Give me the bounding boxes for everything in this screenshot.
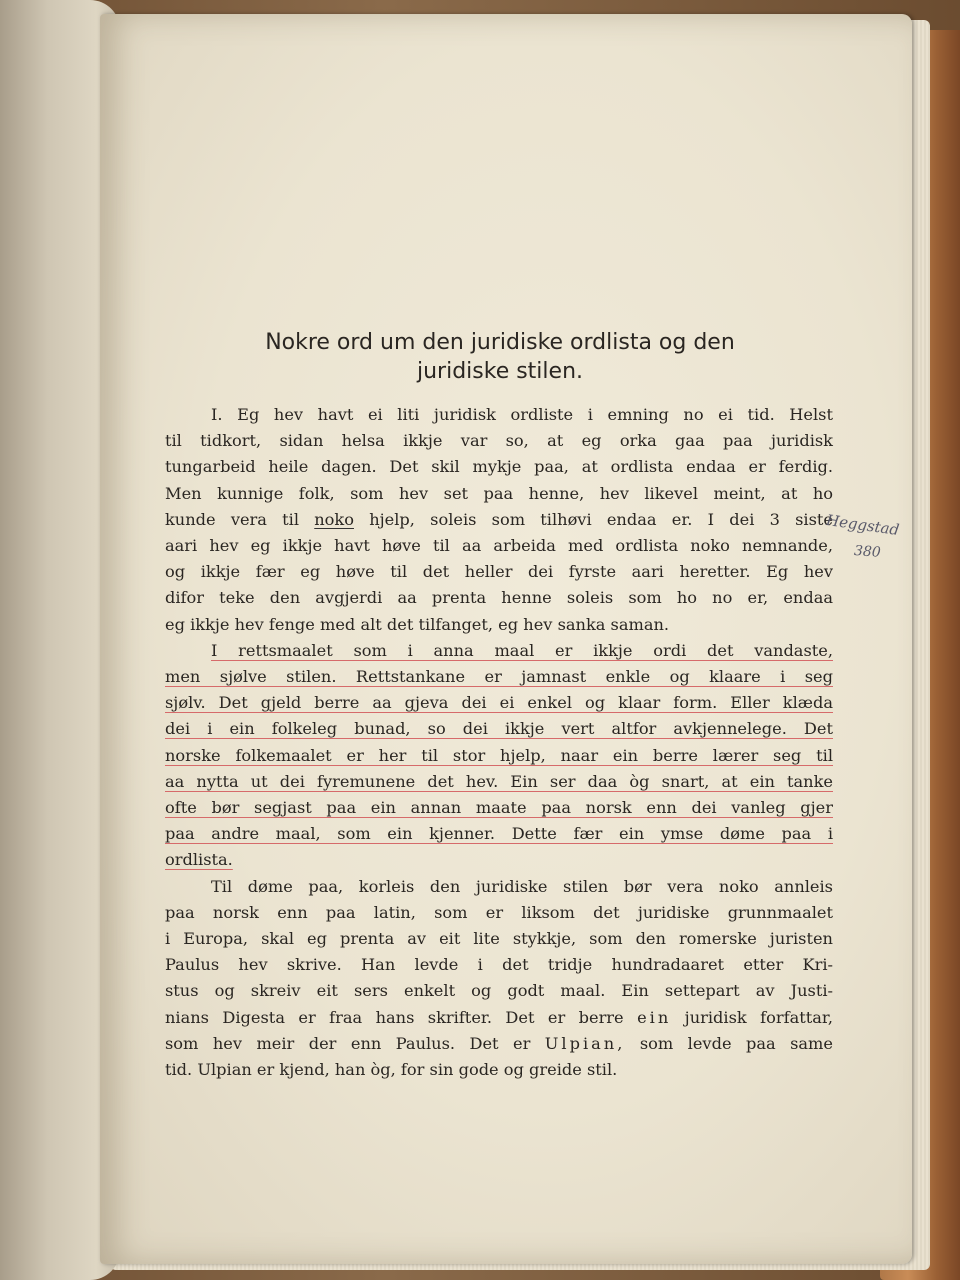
text-line: eg ikkje hev fenge med alt det tilfanget, eg hev sanka saman.: [165, 614, 670, 634]
text-line: [165, 507, 833, 533]
text-line: ordlista.: [165, 850, 233, 870]
document-title: [160, 328, 840, 386]
paragraph-1: [165, 402, 833, 638]
text-segment: kunde vera til: [165, 509, 300, 529]
text-line: til tidkort, sidan helsa ikkje var so, at eg orka gaa paa juridisk: [165, 431, 833, 451]
text-line: og ikkje fær eg høve til det heller dei fyrste aari heretter. Eg hev: [165, 562, 833, 582]
text-line: i Europa, skal eg prenta av eit lite stykkje, som den romerske juristen: [165, 929, 833, 949]
spaced-word: Ulpian,: [544, 1033, 626, 1053]
text-line: aari hev eg ikkje havt høve til aa arbeida med ordlista noko nemnande,: [165, 536, 833, 556]
text-line: [165, 1031, 833, 1057]
text-line: Men kunnige folk, som hev set paa henne, hev likevel meint, at ho: [165, 483, 833, 503]
text-segment: som hev meir der enn Paulus. Det er: [165, 1033, 531, 1053]
text-line: norske folkemaalet er her til stor hjelp, naar ein berre lærer seg til: [165, 745, 833, 765]
text-segment: som levde paa same: [639, 1033, 833, 1053]
underlined-word: noko: [314, 509, 354, 529]
text-segment: hjelp, soleis som tilhøvi endaa er. I dei 3 siste: [369, 509, 833, 529]
spaced-word: ein: [637, 1007, 672, 1027]
title-line-1: Nokre ord um den juridiske ordlista og den: [265, 330, 735, 355]
text-line: stus og skreiv eit sers enkelt og godt maal. Ein settepart av Justi-: [165, 981, 833, 1001]
text-line: paa andre maal, som ein kjenner. Dette fær ein ymse døme paa i: [165, 824, 833, 844]
margin-note: Heggstad: [825, 510, 901, 540]
text-line: sjølv. Det gjeld berre aa gjeva dei ei enkel og klaar form. Eller klæda: [165, 693, 833, 713]
text-line: men sjølve stilen. Rettstankane er jamnast enkle og klaare i seg: [165, 667, 833, 687]
text-line: difor teke den avgjerdi aa prenta henne soleis som ho no er, endaa: [165, 588, 833, 608]
text-line: [165, 1005, 833, 1031]
document-body: [165, 402, 833, 1083]
text-line: tid. Ulpian er kjend, han òg, for sin gode og greide stil.: [165, 1060, 618, 1080]
text-line: I. Eg hev havt ei liti juridisk ordliste i emning no ei tid. Helst: [211, 405, 833, 424]
text-segment: juridisk forfattar,: [684, 1007, 833, 1027]
text-line: paa norsk enn paa latin, som er liksom det juridiske grunnmaalet: [165, 902, 833, 922]
text-line: aa nytta ut dei fyremunene det hev. Ein ser daa òg snart, at ein tanke: [165, 771, 833, 791]
text-line: ofte bør segjast paa ein annan maate paa norsk enn dei vanleg gjer: [165, 798, 833, 818]
text-line: I rettsmaalet som i anna maal er ikkje ordi det vandaste,: [211, 640, 833, 660]
paragraph-3: [165, 874, 833, 1084]
paragraph-2: [165, 638, 833, 874]
title-line-2: juridiske stilen.: [416, 359, 584, 384]
margin-note-number: 380: [853, 543, 882, 561]
text-line: Til døme paa, korleis den juridiske stilen bør vera noko annleis: [211, 876, 833, 896]
text-line: tungarbeid heile dagen. Det skil mykje paa, at ordlista endaa er ferdig.: [165, 457, 833, 477]
text-line: dei i ein folkeleg bunad, so dei ikkje vert altfor avkjennelege. Det: [165, 719, 833, 739]
text-line: Paulus hev skrive. Han levde i det tridje hundradaaret etter Kri-: [165, 955, 833, 975]
text-segment: nians Digesta er fraa hans skrifter. Det er berre: [165, 1007, 624, 1027]
